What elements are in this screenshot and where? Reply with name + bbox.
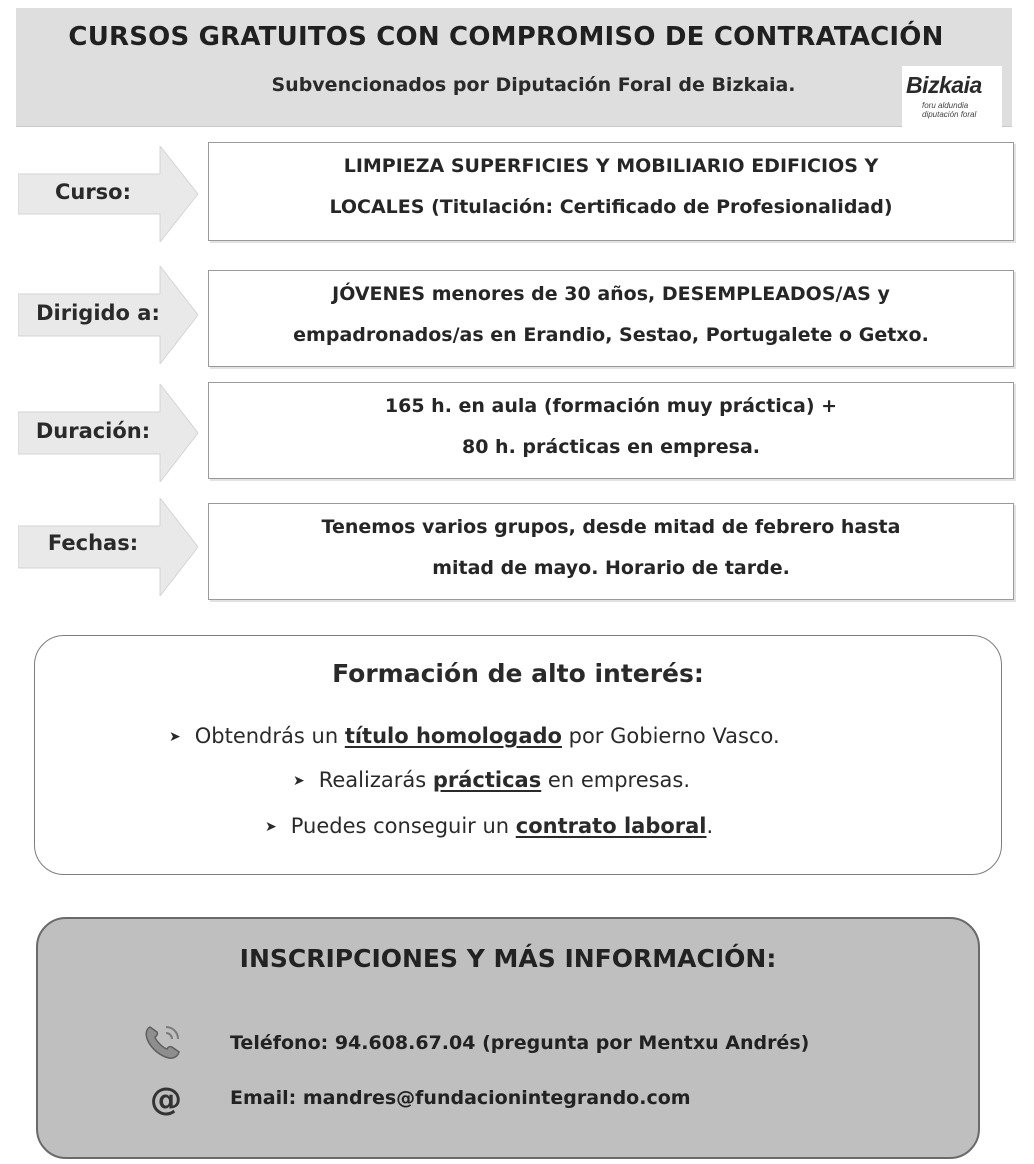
- contact-box: [36, 917, 980, 1159]
- benefit-pre: Obtendrás un: [194, 724, 345, 748]
- row-label-fechas: [18, 498, 198, 596]
- benefit-strong: título homologado: [344, 724, 562, 748]
- benefit-item: [293, 768, 690, 792]
- at-icon: @: [150, 1080, 182, 1118]
- benefit-item: [169, 724, 780, 748]
- dates-line-1: Tenemos varios grupos, desde mitad de febrero hasta: [321, 516, 901, 538]
- course-box: [208, 142, 1014, 241]
- row-label-text: Duración:: [35, 419, 151, 443]
- benefits-box: [34, 635, 1002, 875]
- dates-line-2: mitad de mayo. Horario de tarde.: [432, 557, 790, 579]
- logo-line-2: diputación foral: [922, 110, 977, 119]
- contact-email[interactable]: Email: mandres@fundacionintegrando.com: [230, 1087, 691, 1109]
- logo-line-1: foru aldundia: [922, 101, 969, 110]
- target-line-2: empadronados/as en Erandio, Sestao, Portugalete o Getxo.: [293, 324, 929, 346]
- bizkaia-logo: [902, 66, 1002, 128]
- course-line-1: LIMPIEZA SUPERFICIES Y MOBILIARIO EDIFICIOS Y: [343, 155, 879, 177]
- row-label-text: Fechas:: [47, 531, 139, 555]
- benefit-pre: Puedes conseguir un: [290, 814, 516, 838]
- logo-name: Bizkaia: [906, 72, 982, 98]
- benefit-post: por Gobierno Vasco.: [561, 724, 780, 748]
- page-title: CURSOS GRATUITOS CON COMPROMISO DE CONTRATACIÓN: [68, 22, 944, 52]
- row-label-text: Dirigido a:: [36, 301, 160, 325]
- duration-line-1: 165 h. en aula (formación muy práctica) +: [384, 395, 838, 417]
- course-line-2: LOCALES (Titulación: Certificado de Profesionalidad): [329, 196, 893, 218]
- header-banner: [16, 8, 1012, 127]
- benefits-title: Formación de alto interés:: [332, 659, 704, 688]
- contact-phone: Teléfono: 94.608.67.04 (pregunta por Mentxu Andrés): [230, 1032, 810, 1054]
- contact-title: INSCRIPCIONES Y MÁS INFORMACIÓN:: [239, 944, 777, 973]
- benefit-post: en empresas.: [541, 768, 691, 792]
- benefit-post: .: [706, 814, 714, 838]
- page-subtitle: Subvencionados por Diputación Foral de Bizkaia.: [271, 74, 796, 96]
- arrow-bullet-icon: ➤: [265, 819, 277, 835]
- row-label-text: Curso:: [54, 180, 132, 204]
- row-label-curso: [18, 146, 198, 242]
- phone-icon: [142, 1021, 184, 1061]
- arrow-bullet-icon: ➤: [169, 729, 181, 745]
- row-label-duracion: [18, 384, 198, 482]
- arrow-bullet-icon: ➤: [293, 773, 305, 789]
- benefit-pre: Realizarás: [318, 768, 433, 792]
- benefit-item: [265, 814, 713, 838]
- duration-line-2: 80 h. prácticas en empresa.: [462, 436, 760, 458]
- row-label-dirigido: [18, 266, 198, 364]
- target-line-1: JÓVENES menores de 30 años, DESEMPLEADOS/AS y: [332, 283, 890, 305]
- dates-box: [208, 503, 1014, 600]
- benefit-strong: contrato laboral: [515, 814, 707, 838]
- target-box: [208, 270, 1014, 367]
- benefit-strong: prácticas: [432, 768, 542, 792]
- duration-box: [208, 382, 1014, 479]
